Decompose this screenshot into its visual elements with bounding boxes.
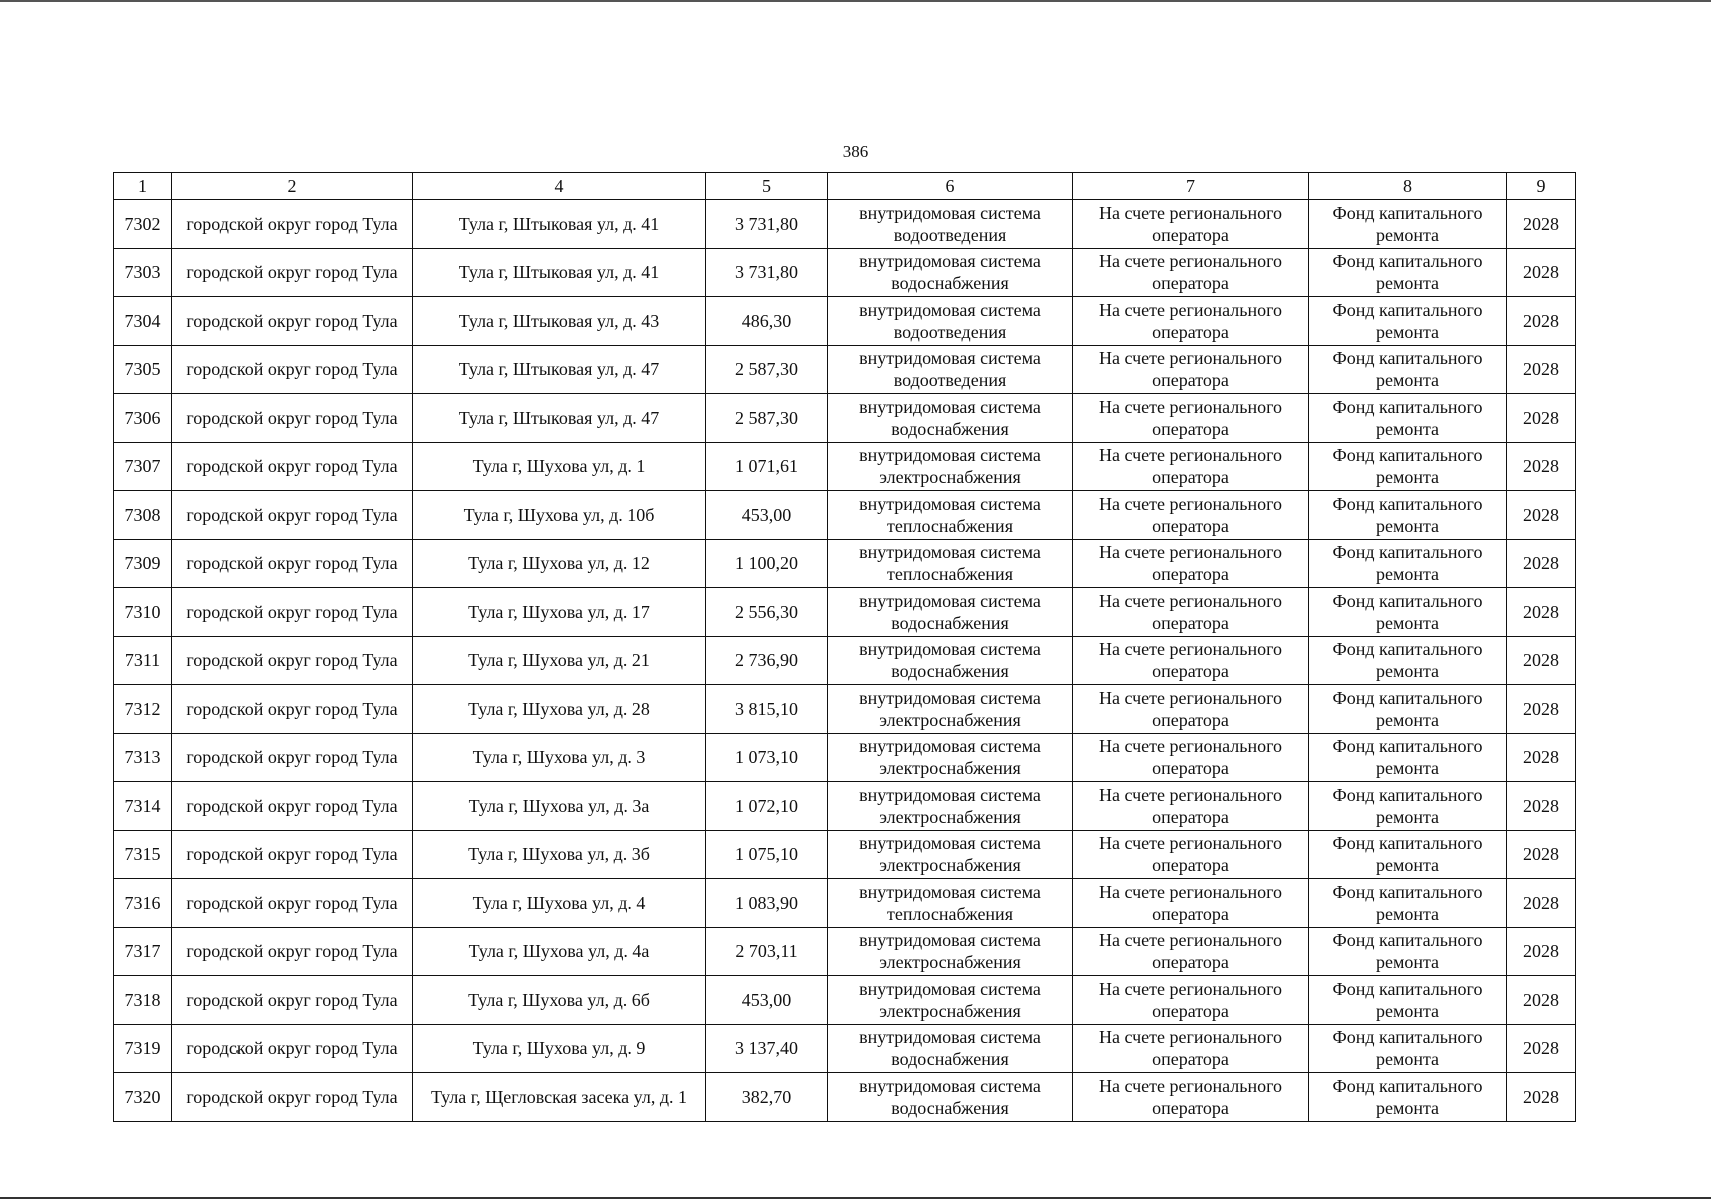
funding-source-cell: Фонд капитального ремонта — [1309, 248, 1507, 297]
funding-source-cell: Фонд капитального ремонта — [1309, 685, 1507, 734]
funding-source-cell: Фонд капитального ремонта — [1309, 879, 1507, 928]
address-cell: Тула г, Штыковая ул, д. 47 — [413, 345, 706, 394]
row-number-cell: 7310 — [114, 588, 172, 637]
cost-cell: 2 703,11 — [706, 927, 828, 976]
system-type-cell: внутридомовая система водоснабжения — [828, 248, 1073, 297]
page-number: 386 — [842, 142, 869, 161]
year-cell: 2028 — [1507, 248, 1576, 297]
column-number-row — [114, 173, 1576, 200]
funding-source-cell: Фонд капитального ремонта — [1309, 200, 1507, 249]
system-type-cell: внутридомовая система водоснабжения — [828, 1073, 1073, 1122]
table-row — [114, 782, 1576, 831]
account-cell: На счете регионального оператора — [1073, 879, 1309, 928]
row-number-cell: 7308 — [114, 491, 172, 540]
row-number-cell: 7304 — [114, 297, 172, 346]
municipality-cell: городской округ город Тула — [172, 248, 413, 297]
funding-source-cell: Фонд капитального ремонта — [1309, 927, 1507, 976]
municipality-cell: городской округ город Тула — [172, 588, 413, 637]
system-type-cell: внутридомовая система электроснабжения — [828, 976, 1073, 1025]
municipality-cell: городской округ город Тула — [172, 782, 413, 831]
address-cell: Тула г, Шухова ул, д. 17 — [413, 588, 706, 637]
cost-cell: 453,00 — [706, 976, 828, 1025]
municipality-cell: городской округ город Тула — [172, 491, 413, 540]
funding-source-cell: Фонд капитального ремонта — [1309, 976, 1507, 1025]
row-number-cell: 7306 — [114, 394, 172, 443]
table-row — [114, 442, 1576, 491]
column-header: 6 — [828, 173, 1073, 200]
address-cell: Тула г, Шухова ул, д. 3а — [413, 782, 706, 831]
account-cell: На счете регионального оператора — [1073, 782, 1309, 831]
address-cell: Тула г, Штыковая ул, д. 43 — [413, 297, 706, 346]
municipality-cell: городской округ город Тула — [172, 394, 413, 443]
column-header: 4 — [413, 173, 706, 200]
address-cell: Тула г, Шухова ул, д. 9 — [413, 1024, 706, 1073]
row-number-cell: 7315 — [114, 830, 172, 879]
column-header: 8 — [1309, 173, 1507, 200]
cost-cell: 1 071,61 — [706, 442, 828, 491]
table-row — [114, 879, 1576, 928]
system-type-cell: внутридомовая система теплоснабжения — [828, 879, 1073, 928]
system-type-cell: внутридомовая система водоснабжения — [828, 394, 1073, 443]
address-cell: Тула г, Шухова ул, д. 28 — [413, 685, 706, 734]
address-cell: Тула г, Штыковая ул, д. 41 — [413, 248, 706, 297]
account-cell: На счете регионального оператора — [1073, 442, 1309, 491]
cost-cell: 1 072,10 — [706, 782, 828, 831]
row-number-cell: 7302 — [114, 200, 172, 249]
address-cell: Тула г, Шухова ул, д. 4 — [413, 879, 706, 928]
year-cell: 2028 — [1507, 927, 1576, 976]
table-row — [114, 685, 1576, 734]
row-number-cell: 7303 — [114, 248, 172, 297]
account-cell: На счете регионального оператора — [1073, 539, 1309, 588]
cost-cell: 1 100,20 — [706, 539, 828, 588]
funding-source-cell: Фонд капитального ремонта — [1309, 394, 1507, 443]
row-number-cell: 7312 — [114, 685, 172, 734]
account-cell: На счете регионального оператора — [1073, 733, 1309, 782]
row-number-cell: 7313 — [114, 733, 172, 782]
year-cell: 2028 — [1507, 636, 1576, 685]
account-cell: На счете регионального оператора — [1073, 685, 1309, 734]
table-row — [114, 927, 1576, 976]
row-number-cell: 7314 — [114, 782, 172, 831]
register-rows — [114, 200, 1576, 1122]
row-number-cell: 7318 — [114, 976, 172, 1025]
funding-source-cell: Фонд капитального ремонта — [1309, 297, 1507, 346]
municipality-cell: городской округ город Тула — [172, 442, 413, 491]
funding-source-cell: Фонд капитального ремонта — [1309, 733, 1507, 782]
account-cell: На счете регионального оператора — [1073, 976, 1309, 1025]
funding-source-cell: Фонд капитального ремонта — [1309, 588, 1507, 637]
scan-top-edge — [0, 0, 1711, 2]
system-type-cell: внутридомовая система теплоснабжения — [828, 491, 1073, 540]
address-cell: Тула г, Шухова ул, д. 4а — [413, 927, 706, 976]
row-number-cell: 7320 — [114, 1073, 172, 1122]
address-cell: Тула г, Шухова ул, д. 6б — [413, 976, 706, 1025]
funding-source-cell: Фонд капитального ремонта — [1309, 345, 1507, 394]
account-cell: На счете регионального оператора — [1073, 248, 1309, 297]
municipality-cell: городской округ город Тула — [172, 636, 413, 685]
municipality-cell: городской округ город Тула — [172, 685, 413, 734]
system-type-cell: внутридомовая система водоснабжения — [828, 588, 1073, 637]
column-header: 2 — [172, 173, 413, 200]
cost-cell: 3 731,80 — [706, 248, 828, 297]
address-cell: Тула г, Шухова ул, д. 12 — [413, 539, 706, 588]
row-number-cell: 7316 — [114, 879, 172, 928]
table-row — [114, 200, 1576, 249]
funding-source-cell: Фонд капитального ремонта — [1309, 539, 1507, 588]
year-cell: 2028 — [1507, 345, 1576, 394]
municipality-cell: городской округ город Тула — [172, 733, 413, 782]
table-row — [114, 394, 1576, 443]
cost-cell: 3 137,40 — [706, 1024, 828, 1073]
table-row — [114, 345, 1576, 394]
funding-source-cell: Фонд капитального ремонта — [1309, 830, 1507, 879]
municipality-cell: городской округ город Тула — [172, 297, 413, 346]
cost-cell: 2 556,30 — [706, 588, 828, 637]
cost-cell: 2 587,30 — [706, 345, 828, 394]
system-type-cell: внутридомовая система водоотведения — [828, 297, 1073, 346]
municipality-cell: городской округ город Тула — [172, 830, 413, 879]
year-cell: 2028 — [1507, 200, 1576, 249]
address-cell: Тула г, Щегловская засека ул, д. 1 — [413, 1073, 706, 1122]
cost-cell: 453,00 — [706, 491, 828, 540]
system-type-cell: внутридомовая система электроснабжения — [828, 442, 1073, 491]
cost-cell: 486,30 — [706, 297, 828, 346]
cost-cell: 3 815,10 — [706, 685, 828, 734]
address-cell: Тула г, Шухова ул, д. 3 — [413, 733, 706, 782]
address-cell: Тула г, Штыковая ул, д. 41 — [413, 200, 706, 249]
account-cell: На счете регионального оператора — [1073, 830, 1309, 879]
table-row — [114, 491, 1576, 540]
table-row — [114, 976, 1576, 1025]
address-cell: Тула г, Штыковая ул, д. 47 — [413, 394, 706, 443]
system-type-cell: внутридомовая система водоснабжения — [828, 636, 1073, 685]
table-row — [114, 248, 1576, 297]
year-cell: 2028 — [1507, 394, 1576, 443]
table-row — [114, 636, 1576, 685]
row-number-cell: 7319 — [114, 1024, 172, 1073]
year-cell: 2028 — [1507, 1073, 1576, 1122]
funding-source-cell: Фонд капитального ремонта — [1309, 636, 1507, 685]
account-cell: На счете регионального оператора — [1073, 1024, 1309, 1073]
funding-source-cell: Фонд капитального ремонта — [1309, 1073, 1507, 1122]
table-row — [114, 539, 1576, 588]
row-number-cell: 7305 — [114, 345, 172, 394]
cost-cell: 2 587,30 — [706, 394, 828, 443]
table-row — [114, 830, 1576, 879]
year-cell: 2028 — [1507, 685, 1576, 734]
table-row — [114, 588, 1576, 637]
account-cell: На счете регионального оператора — [1073, 345, 1309, 394]
register-table — [113, 172, 1576, 1122]
address-cell: Тула г, Шухова ул, д. 10б — [413, 491, 706, 540]
year-cell: 2028 — [1507, 588, 1576, 637]
table-row — [114, 1073, 1576, 1122]
year-cell: 2028 — [1507, 539, 1576, 588]
cost-cell: 1 075,10 — [706, 830, 828, 879]
table-row — [114, 1024, 1576, 1073]
address-cell: Тула г, Шухова ул, д. 21 — [413, 636, 706, 685]
column-header: 5 — [706, 173, 828, 200]
funding-source-cell: Фонд капитального ремонта — [1309, 442, 1507, 491]
year-cell: 2028 — [1507, 491, 1576, 540]
funding-source-cell: Фонд капитального ремонта — [1309, 1024, 1507, 1073]
row-number-cell: 7307 — [114, 442, 172, 491]
account-cell: На счете регионального оператора — [1073, 394, 1309, 443]
system-type-cell: внутридомовая система электроснабжения — [828, 782, 1073, 831]
row-number-cell: 7311 — [114, 636, 172, 685]
funding-source-cell: Фонд капитального ремонта — [1309, 782, 1507, 831]
municipality-cell: городской округ город Тула — [172, 1024, 413, 1073]
system-type-cell: внутридомовая система электроснабжения — [828, 685, 1073, 734]
system-type-cell: внутридомовая система электроснабжения — [828, 733, 1073, 782]
municipality-cell: городской округ город Тула — [172, 976, 413, 1025]
municipality-cell: городской округ город Тула — [172, 345, 413, 394]
account-cell: На счете регионального оператора — [1073, 200, 1309, 249]
year-cell: 2028 — [1507, 297, 1576, 346]
municipality-cell: городской округ город Тула — [172, 1073, 413, 1122]
account-cell: На счете регионального оператора — [1073, 588, 1309, 637]
municipality-cell: городской округ город Тула — [172, 539, 413, 588]
system-type-cell: внутридомовая система теплоснабжения — [828, 539, 1073, 588]
system-type-cell: внутридомовая система электроснабжения — [828, 927, 1073, 976]
table-row — [114, 733, 1576, 782]
system-type-cell: внутридомовая система водоотведения — [828, 345, 1073, 394]
column-header: 1 — [114, 173, 172, 200]
system-type-cell: внутридомовая система водоотведения — [828, 200, 1073, 249]
system-type-cell: внутридомовая система электроснабжения — [828, 830, 1073, 879]
cost-cell: 2 736,90 — [706, 636, 828, 685]
account-cell: На счете регионального оператора — [1073, 927, 1309, 976]
year-cell: 2028 — [1507, 442, 1576, 491]
cost-cell: 1 083,90 — [706, 879, 828, 928]
year-cell: 2028 — [1507, 879, 1576, 928]
cost-cell: 1 073,10 — [706, 733, 828, 782]
row-number-cell: 7317 — [114, 927, 172, 976]
row-number-cell: 7309 — [114, 539, 172, 588]
account-cell: На счете регионального оператора — [1073, 636, 1309, 685]
table-row — [114, 297, 1576, 346]
scan-bottom-edge — [0, 1197, 1711, 1199]
year-cell: 2028 — [1507, 976, 1576, 1025]
cost-cell: 3 731,80 — [706, 200, 828, 249]
column-header: 9 — [1507, 173, 1576, 200]
account-cell: На счете регионального оператора — [1073, 297, 1309, 346]
account-cell: На счете регионального оператора — [1073, 491, 1309, 540]
address-cell: Тула г, Шухова ул, д. 3б — [413, 830, 706, 879]
municipality-cell: городской округ город Тула — [172, 200, 413, 249]
cost-cell: 382,70 — [706, 1073, 828, 1122]
municipality-cell: городской округ город Тула — [172, 927, 413, 976]
account-cell: На счете регионального оператора — [1073, 1073, 1309, 1122]
funding-source-cell: Фонд капитального ремонта — [1309, 491, 1507, 540]
year-cell: 2028 — [1507, 782, 1576, 831]
year-cell: 2028 — [1507, 830, 1576, 879]
municipality-cell: городской округ город Тула — [172, 879, 413, 928]
column-header: 7 — [1073, 173, 1309, 200]
system-type-cell: внутридомовая система водоснабжения — [828, 1024, 1073, 1073]
address-cell: Тула г, Шухова ул, д. 1 — [413, 442, 706, 491]
year-cell: 2028 — [1507, 733, 1576, 782]
year-cell: 2028 — [1507, 1024, 1576, 1073]
